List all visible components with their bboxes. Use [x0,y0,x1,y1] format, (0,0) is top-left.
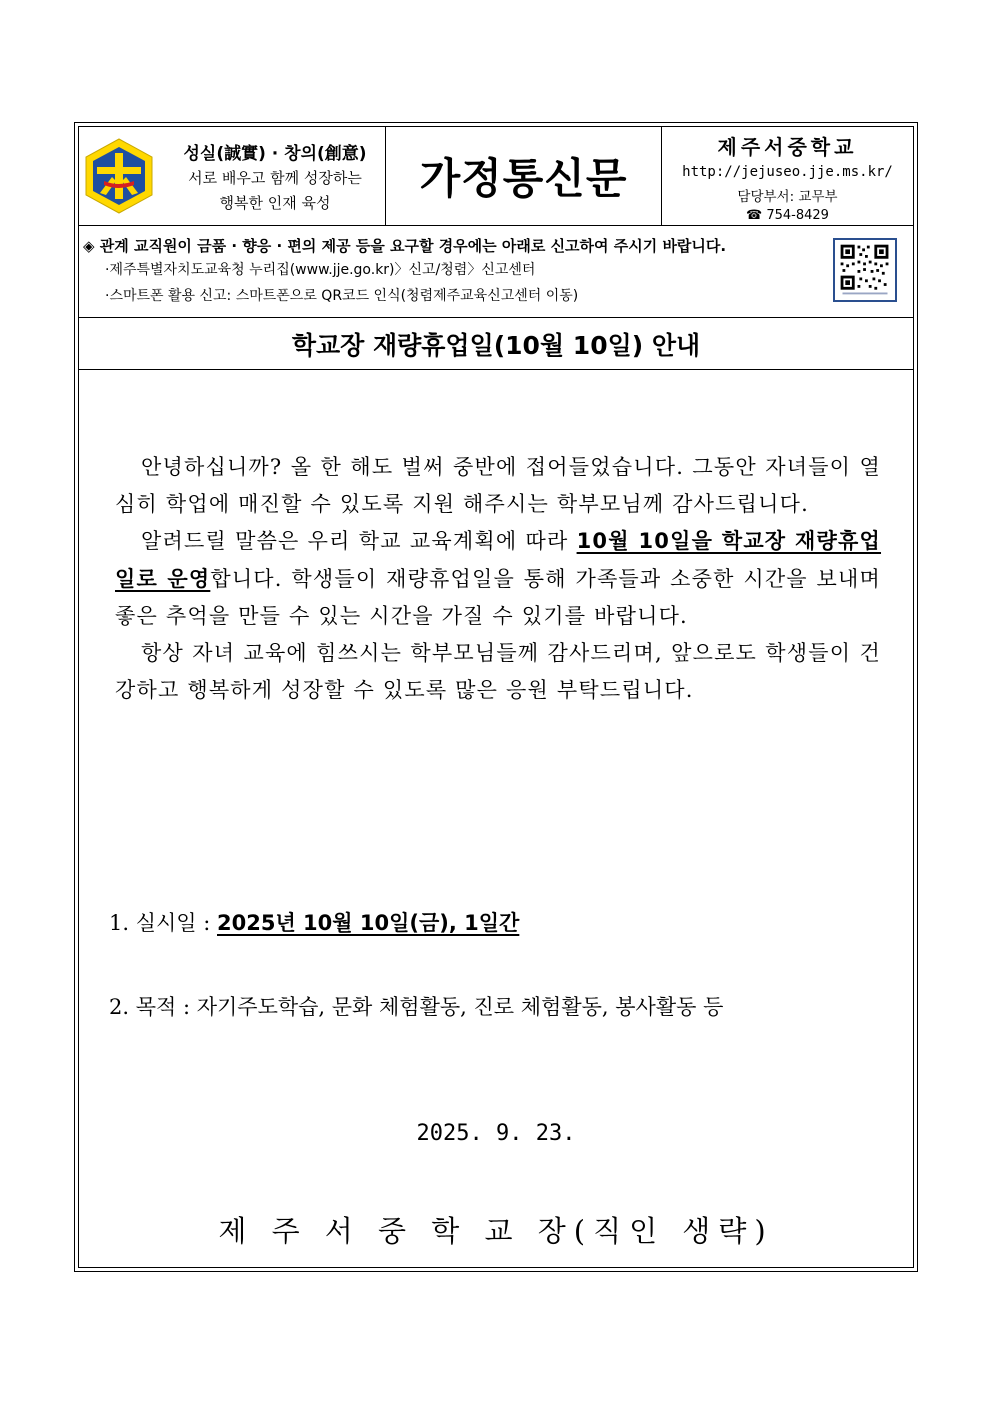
document-inner [78,126,914,1268]
motto-cell [79,127,386,225]
document-frame [74,122,918,1272]
motto-line3: 행복한 인재 육성 [219,194,331,212]
school-url-link[interactable]: http://jejuseo.jje.ms.kr/ [682,164,893,180]
school-emblem-icon [82,137,156,215]
announcement-emphasis: 10월 10일을 학교장 재량휴업일로 운영 [115,529,882,591]
letter-body [115,449,881,709]
announcement-text-post: 합니다. 학생들이 재량휴업일을 통해 가족들과 소중한 시간을 보내며 좋은 추억을 만들 수 있는 시간을 가질 수 있기를 바랍니다. [115,566,881,628]
subject-title: 학교장 재량휴업일(10월 10일) 안내 [291,330,701,360]
issue-date: 2025. 9. 23. [416,1121,576,1146]
integrity-notice-row [79,225,913,318]
motto-line1: 성실(誠實) · 창의(創意) [183,144,367,164]
motto-line2: 서로 배우고 함께 성장하는 [188,169,362,187]
item-date-value: 2025년 10월 10일(금), 1일간 [217,911,520,935]
item-date [109,907,519,937]
qr-code-icon[interactable] [833,238,897,302]
item-date-label: 1. 실시일 : [109,911,217,935]
item-purpose: 2. 목적 : 자기주도학습, 문화 체험활동, 진로 체험활동, 봉사활동 등 [109,995,724,1019]
announcement-text-pre: 알려드릴 말씀은 우리 학교 교육계획에 따라 [141,529,577,554]
phone-number: ☎ 754-8429 [746,208,829,223]
school-info-cell [662,127,913,225]
notice-line1: ◈ 관계 교직원이 금품 · 향응 · 편의 제공 등을 요구할 경우에는 아래로 신고하여 주시기 바랍니다. [83,237,727,255]
paragraph-closing: 항상 자녀 교육에 힘쓰시는 학부모님들께 감사드리며, 앞으로도 학생들이 건강하고 행복하게 성장할 수 있도록 많은 응원 부탁드립니다. [115,641,881,703]
notice-line2: ·제주특별자치도교육청 누리집(www.jje.go.kr)〉신고/청렴〉신고센터 [105,262,536,278]
paragraph-greeting: 안녕하십니까? 올 한 해도 벌써 중반에 접어들었습니다. 그동안 자녀들이 열심히 학업에 매진할 수 있도록 지원 해주시는 학부모님께 감사드립니다. [115,455,881,517]
title-cell [386,127,662,225]
notice-line3: ·스마트폰 활용 신고: 스마트폰으로 QR코드 인식(청렴제주교육신고센터 이동) [105,288,579,304]
school-name: 제주서중학교 [717,135,858,159]
department-text: 담당부서: 교무부 [737,189,838,205]
subject-row [79,318,913,370]
principal-signature: 제 주 서 중 학 교 장(직인 생략) [218,1214,774,1248]
header-row [79,127,913,226]
newsletter-title: 가정통신문 [419,154,628,203]
paragraph-announcement [115,523,881,635]
